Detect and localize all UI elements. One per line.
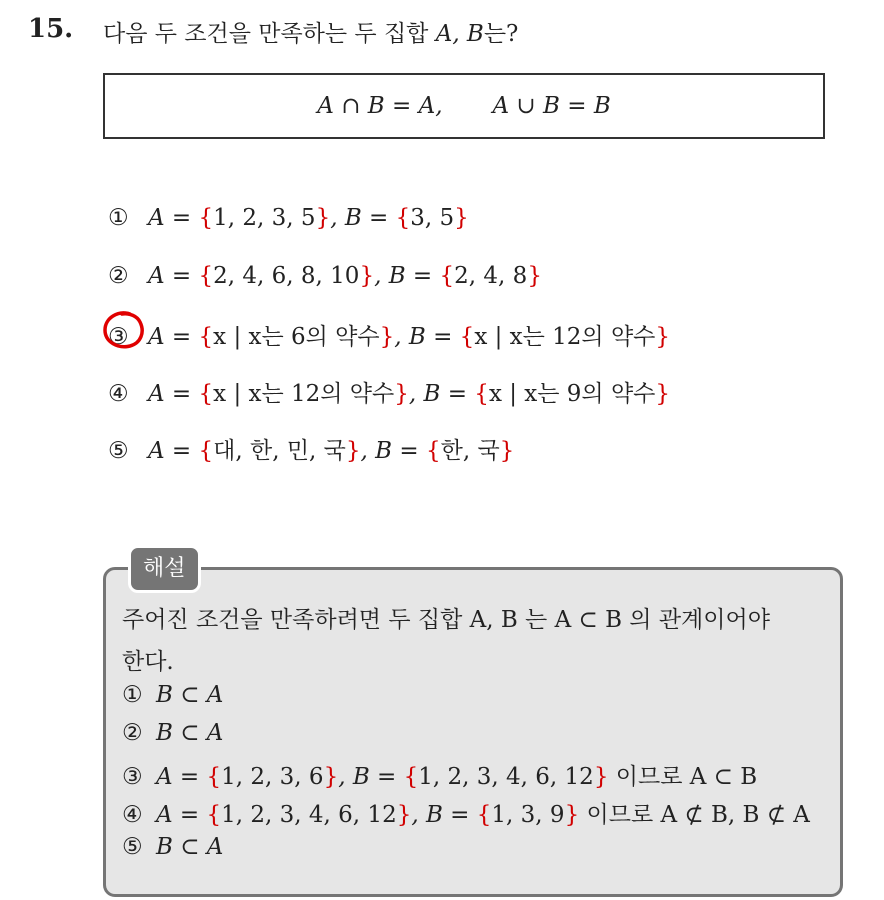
solution-item-1: [122, 682, 223, 708]
choice-1[interactable]: [108, 205, 469, 231]
choice-a-prefix: A =: [148, 263, 199, 289]
choice-4[interactable]: [108, 375, 670, 408]
solution-intro-line-1: 주어진 조건을 만족하려면 두 집합 A, B 는 A ⊂ B 의 관계이어야: [122, 607, 770, 633]
brace-close: }: [379, 324, 395, 350]
choice-a-prefix: A =: [148, 438, 199, 464]
question-text-vars: A, B: [435, 21, 484, 47]
brace-open: {: [403, 764, 419, 790]
brace-open: {: [474, 381, 489, 407]
choice-a-prefix: A =: [148, 205, 199, 231]
brace-open: {: [198, 438, 214, 464]
question-text-suffix: 는?: [483, 21, 519, 47]
brace-close: }: [527, 263, 542, 289]
choice-sep: , B =: [374, 263, 440, 289]
question-text: [103, 15, 518, 48]
solution-intro-line-2: 한다.: [122, 649, 174, 675]
condition-left: A ∩ B = A,: [317, 93, 443, 119]
solution-item-text: B ⊂ A: [156, 682, 224, 708]
brace-close: }: [593, 764, 609, 790]
brace-open: {: [198, 263, 214, 289]
brace-close: }: [345, 438, 361, 464]
choice-3[interactable]: [108, 318, 670, 351]
brace-close: }: [564, 802, 580, 828]
brace-close: }: [323, 764, 339, 790]
solution-a-prefix: A =: [156, 802, 207, 828]
choice-b-body: x | x는 12의 약수: [474, 324, 656, 350]
choice-b-body: 한, 국: [440, 438, 500, 464]
choice-b-body: 3, 5: [410, 205, 455, 231]
brace-open: {: [198, 381, 214, 407]
choice-b-body: 2, 4, 8: [454, 263, 528, 289]
solution-item-number: ②: [122, 720, 143, 746]
solution-tail: 이므로 A ⊂ B: [608, 764, 758, 790]
choice-number: ④: [108, 381, 129, 407]
choice-number: ②: [108, 263, 129, 289]
brace-open: {: [198, 205, 214, 231]
choice-a-body: x | x는 6의 약수: [213, 324, 380, 350]
solution-sep: , B =: [338, 764, 404, 790]
choice-a-body: x | x는 12의 약수: [213, 381, 395, 407]
choice-2[interactable]: [108, 263, 542, 289]
choice-a-prefix: A =: [148, 324, 199, 350]
choice-a-body: 2, 4, 6, 8, 10: [213, 263, 360, 289]
brace-open: {: [459, 324, 475, 350]
solution-tag: 해설: [128, 545, 201, 593]
solution-a-prefix: A =: [156, 764, 207, 790]
choice-a-prefix: A =: [148, 381, 199, 407]
brace-close: }: [315, 205, 331, 231]
choice-sep: , B =: [360, 438, 426, 464]
choice-a-body: 1, 2, 3, 5: [213, 205, 316, 231]
brace-open: {: [206, 764, 222, 790]
brace-close: }: [499, 438, 515, 464]
choice-a-body: 대, 한, 민, 국: [213, 438, 346, 464]
condition-right: A ∪ B = B: [492, 93, 611, 119]
solution-sep: , B =: [411, 802, 477, 828]
brace-close: }: [655, 381, 671, 407]
solution-tail: 이므로 A ⊄ B, B ⊄ A: [579, 802, 810, 828]
condition-box: [103, 73, 825, 139]
brace-close: }: [394, 381, 409, 407]
choice-number: ③: [108, 324, 129, 350]
solution-item-number: ⑤: [122, 834, 143, 860]
solution-item-number: ③: [122, 764, 143, 790]
choice-sep: , B =: [408, 381, 475, 407]
solution-item-2: [122, 720, 223, 746]
choice-sep: , B =: [330, 205, 396, 231]
brace-open: {: [476, 802, 492, 828]
brace-close: }: [396, 802, 412, 828]
brace-close: }: [655, 324, 671, 350]
choice-number: ①: [108, 205, 129, 231]
solution-item-number: ④: [122, 802, 143, 828]
question-number: 15.: [28, 14, 74, 44]
solution-b-body: 1, 3, 9: [491, 802, 565, 828]
choice-b-body: x | x는 9의 약수: [488, 381, 656, 407]
answer-circle-mark-icon: [100, 308, 148, 352]
solution-b-body: 1, 2, 3, 4, 6, 12: [418, 764, 594, 790]
brace-open: {: [425, 438, 441, 464]
choice-number: ⑤: [108, 438, 129, 464]
brace-close: }: [454, 205, 469, 231]
brace-close: }: [359, 263, 375, 289]
solution-item-text: B ⊂ A: [156, 720, 224, 746]
solution-a-body: 1, 2, 3, 6: [221, 764, 324, 790]
brace-open: {: [395, 205, 411, 231]
brace-open: {: [439, 263, 455, 289]
solution-a-body: 1, 2, 3, 4, 6, 12: [221, 802, 397, 828]
solution-item-text: B ⊂ A: [156, 834, 224, 860]
brace-open: {: [198, 324, 214, 350]
choice-sep: , B =: [394, 324, 460, 350]
solution-item-5: [122, 834, 223, 860]
solution-item-number: ①: [122, 682, 143, 708]
brace-open: {: [206, 802, 222, 828]
solution-item-4: [122, 796, 810, 829]
question-text-prefix: 다음 두 조건을 만족하는 두 집합: [103, 21, 429, 47]
solution-item-3: [122, 758, 757, 791]
choice-5[interactable]: [108, 432, 514, 465]
